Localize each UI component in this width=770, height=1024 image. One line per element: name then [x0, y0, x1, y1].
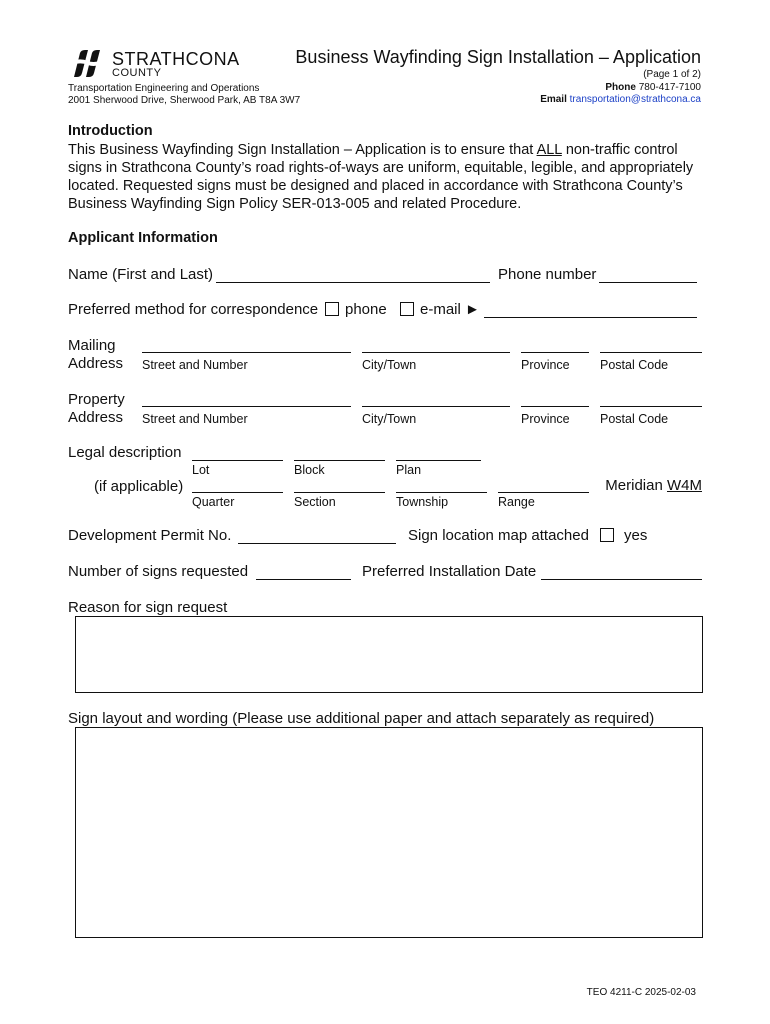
property-city-field[interactable] [362, 406, 510, 407]
install-date-label: Preferred Installation Date [362, 563, 537, 580]
dev-permit-label: Development Permit No. [68, 527, 232, 544]
property-city-caption: City/Town [362, 412, 417, 426]
mailing-postal-caption: Postal Code [600, 358, 669, 372]
mailing-label-2: Address [68, 355, 124, 372]
intro-text [68, 141, 708, 213]
phone-option-label: phone [345, 301, 387, 318]
reason-label: Reason for sign request [68, 599, 228, 616]
block-caption: Block [294, 463, 325, 477]
name-field[interactable] [216, 282, 490, 283]
email-checkbox[interactable] [400, 302, 414, 316]
department: Transportation Engineering and Operations [68, 83, 260, 94]
mailing-street-caption: Street and Number [142, 358, 248, 372]
phone-value: 780-417-7100 [638, 82, 701, 93]
property-postal-caption: Postal Code [600, 412, 669, 426]
meridian-text: Meridian [605, 477, 663, 494]
legal-label: Legal description [68, 444, 182, 461]
email-field[interactable] [484, 317, 697, 318]
name-label: Name (First and Last) [68, 266, 214, 283]
range-field[interactable] [498, 492, 589, 493]
meridian-value: W4M [667, 477, 702, 494]
property-label-1: Property [68, 391, 125, 408]
mailing-label-1: Mailing [68, 337, 116, 354]
layout-textarea[interactable] [75, 727, 703, 938]
dev-permit-field[interactable] [238, 543, 396, 544]
mailing-province-caption: Province [521, 358, 570, 372]
mailing-city-caption: City/Town [362, 358, 417, 372]
intro-text-a: This Business Wayfinding Sign Installation – Application is to ensure that [68, 142, 537, 158]
property-street-field[interactable] [142, 406, 351, 407]
email-option-label: e-mail ► [420, 301, 480, 318]
block-field[interactable] [294, 460, 385, 461]
property-street-caption: Street and Number [142, 412, 248, 426]
num-signs-label: Number of signs requested [68, 563, 249, 580]
property-label-2: Address [68, 409, 124, 426]
plan-field[interactable] [396, 460, 481, 461]
page-indicator: (Page 1 of 2) [643, 69, 701, 80]
township-caption: Township [396, 495, 449, 509]
map-yes-label: yes [624, 527, 648, 544]
plan-caption: Plan [396, 463, 422, 477]
mailing-street-field[interactable] [142, 352, 351, 353]
map-attached-label: Sign location map attached [408, 527, 589, 544]
intro-heading: Introduction [68, 123, 153, 139]
pref-method-label: Preferred method for correspondence [68, 301, 319, 318]
logo [68, 48, 238, 80]
phone-number-label: Phone number [498, 266, 597, 283]
strathcona-logo-mark [68, 49, 106, 79]
quarter-field[interactable] [192, 492, 283, 493]
email-link[interactable]: transportation@strathcona.ca [569, 94, 701, 105]
meridian-label [605, 477, 702, 494]
section-caption: Section [294, 495, 336, 509]
email-label: Email [540, 94, 567, 105]
property-province-field[interactable] [521, 406, 589, 407]
property-postal-field[interactable] [600, 406, 702, 407]
quarter-caption: Quarter [192, 495, 235, 509]
logo-name: STRATHCONA [112, 49, 240, 69]
phone-number-field[interactable] [599, 282, 697, 283]
layout-label: Sign layout and wording (Please use additional paper and attach separately as required) [68, 710, 655, 727]
phone-checkbox[interactable] [325, 302, 339, 316]
applicant-heading: Applicant Information [68, 230, 218, 246]
map-attached-checkbox[interactable] [600, 528, 614, 542]
form-title: Business Wayfinding Sign Installation – Application [295, 47, 701, 67]
lot-caption: Lot [192, 463, 210, 477]
num-signs-field[interactable] [256, 579, 351, 580]
form-code: TEO 4211-C 2025-02-03 [586, 987, 696, 998]
lot-field[interactable] [192, 460, 283, 461]
range-caption: Range [498, 495, 535, 509]
dept-address: 2001 Sherwood Drive, Sherwood Park, AB T8A 3W7 [68, 95, 301, 106]
logo-county: COUNTY [112, 67, 162, 79]
property-province-caption: Province [521, 412, 570, 426]
contact-email [540, 93, 701, 106]
phone-label: Phone [605, 82, 636, 93]
section-field[interactable] [294, 492, 385, 493]
township-field[interactable] [396, 492, 487, 493]
mailing-postal-field[interactable] [600, 352, 702, 353]
reason-textarea[interactable] [75, 616, 703, 693]
mailing-province-field[interactable] [521, 352, 589, 353]
install-date-field[interactable] [541, 579, 702, 580]
intro-text-b: non-traffic control signs in Strathcona County’s road rights-of-ways are uniform, equitable, legible, and appropriately located. Requested signs must be designed and placed in accordance with Strathcona County’s Business Wayfinding Sign Policy SER-013-005 and related Procedure. [68, 142, 694, 212]
if-applicable-label: (if applicable) [94, 478, 184, 495]
intro-text-all: ALL [536, 142, 562, 158]
mailing-city-field[interactable] [362, 352, 510, 353]
